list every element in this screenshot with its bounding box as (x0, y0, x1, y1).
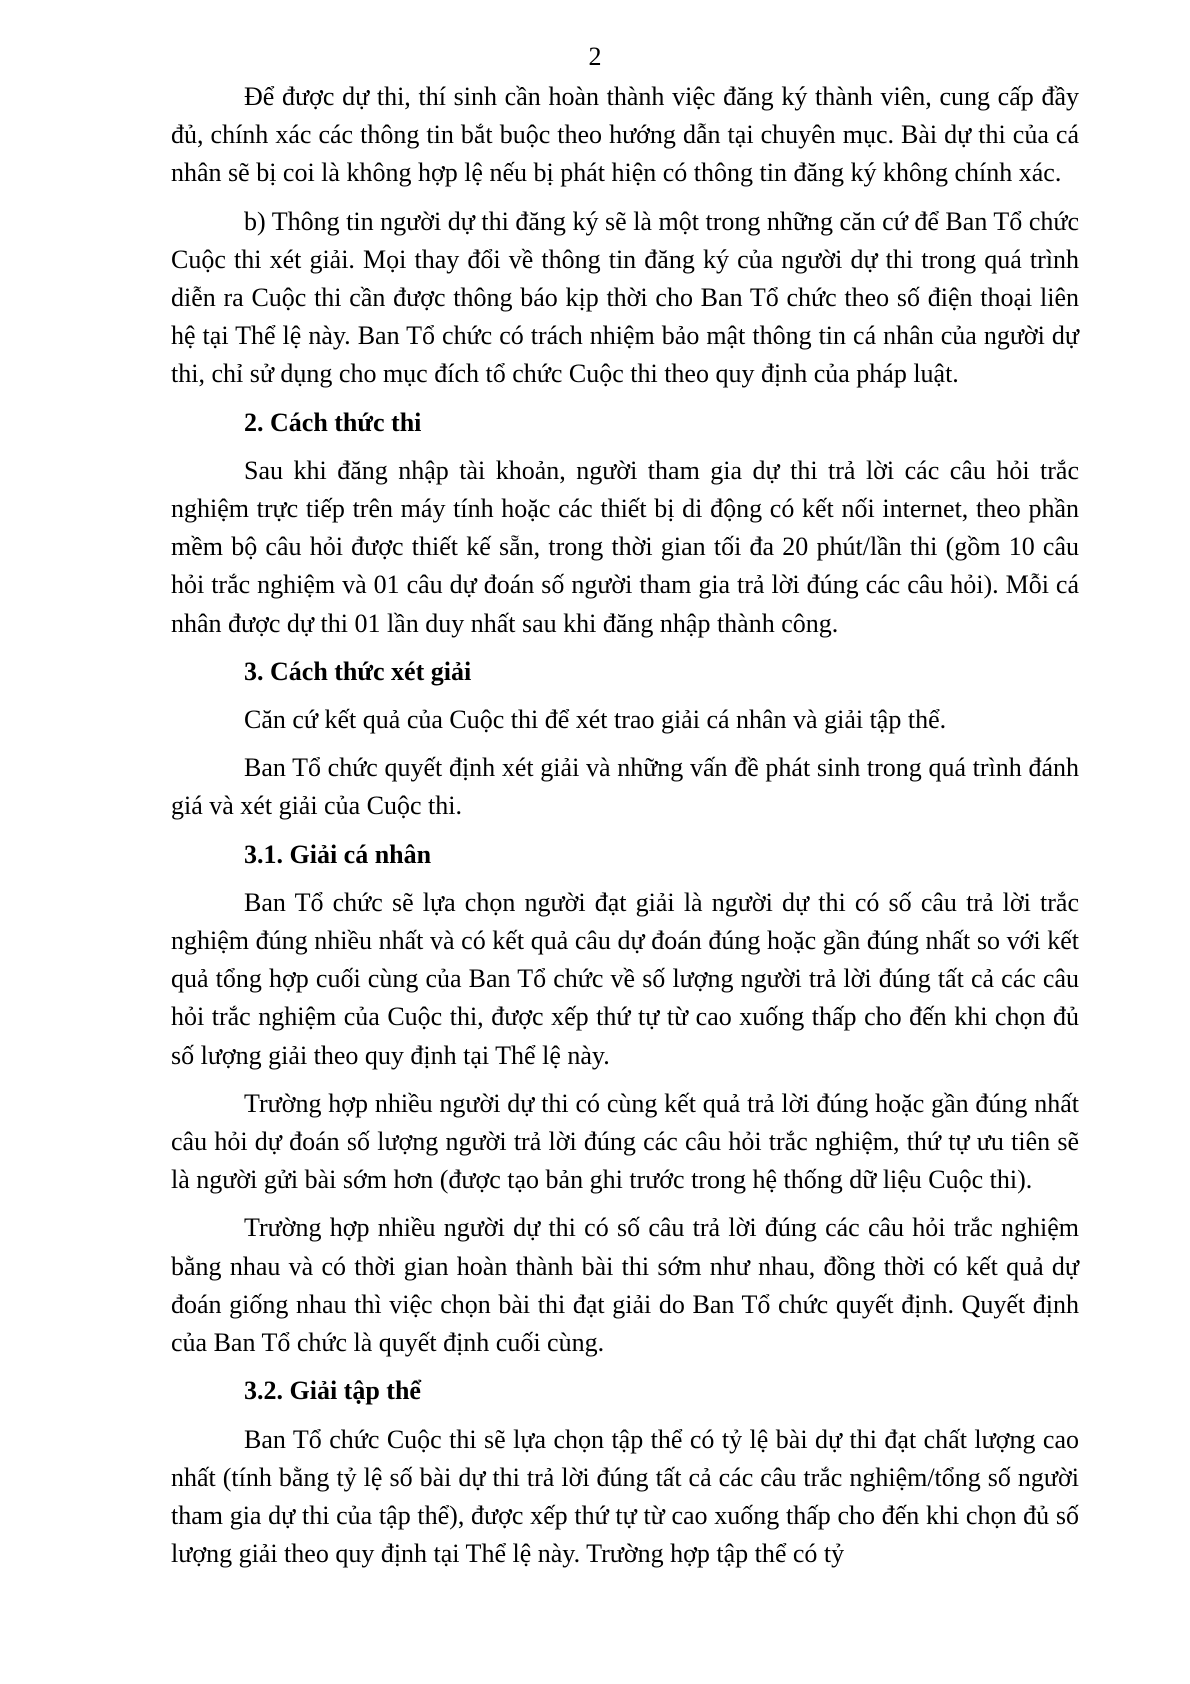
section-heading-award-method: 3. Cách thức xét giải (244, 656, 472, 686)
page-number: 2 (588, 42, 602, 71)
paragraph-group-award-selection: Ban Tổ chức Cuộc thi sẽ lựa chọn tập thể có tỷ lệ bài dự thi đạt chất lượng cao nhất (tính bằng tỷ lệ số bài dự thi trả lời đúng tất cả các câu trắc nghiệm/tổng số người tham gia dự thi của tập thể), được xếp thứ tự từ cao xuống thấp cho đến khi chọn đủ số lượng giải theo quy định tại Thể lệ này. Trường hợp tập thể có tỷ (171, 1424, 1079, 1569)
section-heading-individual-award: 3.1. Giải cá nhân (244, 839, 432, 869)
document-body (171, 78, 1079, 1583)
paragraph-award-basis: Căn cứ kết quả của Cuộc thi để xét trao giải cá nhân và giải tập thể. (244, 705, 947, 735)
paragraph-individual-award-selection: Ban Tổ chức sẽ lựa chọn người đạt giải là người dự thi có số câu trả lời trắc nghiệm đúng nhiều nhất và có kết quả câu dự đoán đúng hoặc gần đúng nhất so với kết quả tổng hợp cuối cùng của Ban Tổ chức về số lượng người trả lời đúng tất cả các câu hỏi trắc nghiệm của Cuộc thi, được xếp thứ tự từ cao xuống thấp cho đến khi chọn đủ số lượng giải theo quy định tại Thể lệ này. (171, 887, 1079, 1070)
paragraph-individual-award-final-decision: Trường hợp nhiều người dự thi có số câu trả lời đúng các câu hỏi trắc nghiệm bằng nhau và có thời gian hoàn thành bài thi sớm như nhau, đồng thời có kết quả dự đoán giống nhau thì việc chọn bài thi đạt giải do Ban Tổ chức quyết định. Quyết định của Ban Tổ chức là quyết định cuối cùng. (171, 1213, 1079, 1358)
section-heading-group-award: 3.2. Giải tập thể (244, 1376, 421, 1406)
paragraph-registration-requirements: Để được dự thi, thí sinh cần hoàn thành việc đăng ký thành viên, cung cấp đầy đủ, chính xác các thông tin bắt buộc theo hướng dẫn tại chuyên mục. Bài dự thi của cá nhân sẽ bị coi là không hợp lệ nếu bị phát hiện có thông tin đăng ký không chính xác. (171, 82, 1079, 188)
paragraph-registration-information: b) Thông tin người dự thi đăng ký sẽ là một trong những căn cứ để Ban Tổ chức Cuộc thi xét giải. Mọi thay đổi về thông tin đăng ký của người dự thi trong quá trình diễn ra Cuộc thi cần được thông báo kịp thời cho Ban Tổ chức theo số điện thoại liên hệ tại Thể lệ này. Ban Tổ chức có trách nhiệm bảo mật thông tin cá nhân của người dự thi, chỉ sử dụng cho mục đích tổ chức Cuộc thi theo quy định của pháp luật. (171, 206, 1079, 389)
section-heading-exam-method: 2. Cách thức thi (244, 407, 422, 437)
paragraph-exam-method: Sau khi đăng nhập tài khoản, người tham gia dự thi trả lời các câu hỏi trắc nghiệm trực tiếp trên máy tính hoặc các thiết bị di động có kết nối internet, theo phần mềm bộ câu hỏi được thiết kế sẵn, trong thời gian tối đa 20 phút/lần thi (gồm 10 câu hỏi trắc nghiệm và 01 câu dự đoán số người tham gia trả lời đúng các câu hỏi). Mỗi cá nhân được dự thi 01 lần duy nhất sau khi đăng nhập thành công. (171, 455, 1079, 638)
paragraph-award-decision: Ban Tổ chức quyết định xét giải và những vấn đề phát sinh trong quá trình đánh giá và xét giải của Cuộc thi. (171, 753, 1079, 821)
paragraph-individual-award-tie-rule: Trường hợp nhiều người dự thi có cùng kết quả trả lời đúng hoặc gần đúng nhất câu hỏi dự đoán số lượng người trả lời đúng các câu hỏi trắc nghiệm, thứ tự ưu tiên sẽ là người gửi bài sớm hơn (được tạo bản ghi trước trong hệ thống dữ liệu Cuộc thi). (171, 1088, 1079, 1195)
